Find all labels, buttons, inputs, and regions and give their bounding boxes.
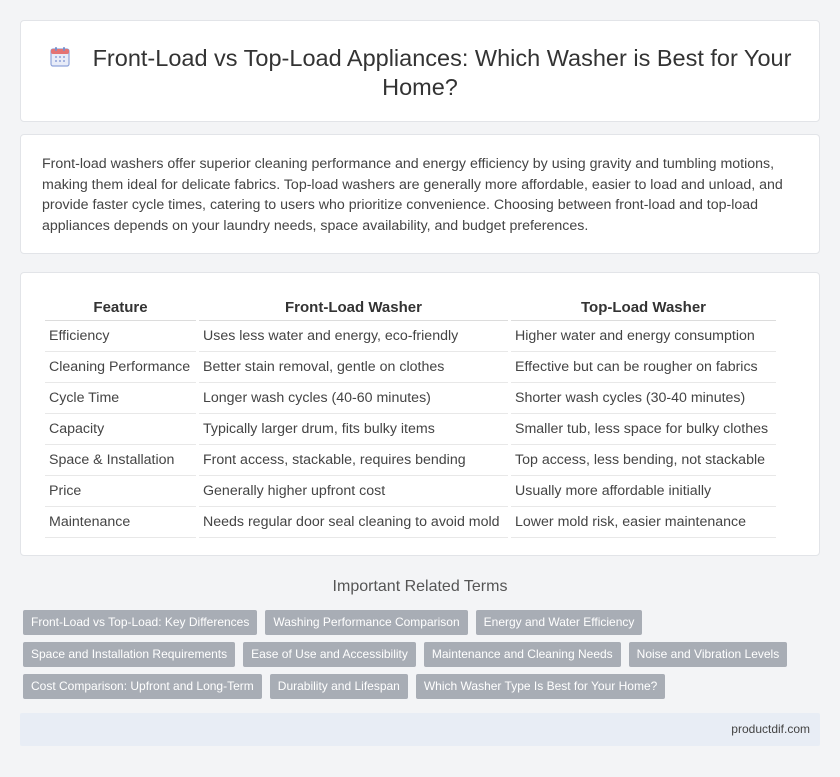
table-row [45, 383, 776, 414]
feature-cell: Efficiency [45, 321, 196, 352]
feature-cell: Space & Installation [45, 445, 196, 476]
top-load-cell: Smaller tub, less space for bulky clothes [511, 414, 776, 445]
calendar-icon [49, 46, 71, 68]
related-tag[interactable]: Noise and Vibration Levels [629, 642, 788, 667]
related-tag[interactable]: Space and Installation Requirements [23, 642, 235, 667]
related-tag[interactable]: Washing Performance Comparison [265, 610, 467, 635]
table-row [45, 476, 776, 507]
front-load-cell: Better stain removal, gentle on clothes [199, 352, 508, 383]
front-load-cell: Longer wash cycles (40-60 minutes) [199, 383, 508, 414]
top-load-cell: Usually more affordable initially [511, 476, 776, 507]
comparison-table [42, 295, 779, 538]
front-load-cell: Front access, stackable, requires bending [199, 445, 508, 476]
related-tag[interactable]: Ease of Use and Accessibility [243, 642, 416, 667]
intro-paragraph: Front-load washers offer superior cleaning performance and energy efficiency by using gravity and tumbling motions, making them ideal for delicate fabrics. Top-load washers are generally more affordable, easier to load and unload, and provide faster cycle times, catering to users who prioritize convenience. Choosing between front-load and top-load appliances depends on your laundry needs, space availability, and budget preferences. [42, 156, 783, 234]
top-load-cell: Higher water and energy consumption [511, 321, 776, 352]
feature-cell: Cleaning Performance [45, 352, 196, 383]
front-load-cell: Generally higher upfront cost [199, 476, 508, 507]
related-tag[interactable]: Durability and Lifespan [270, 674, 408, 699]
table-row [45, 321, 776, 352]
table-header-row [45, 295, 776, 321]
related-tag[interactable]: Which Washer Type Is Best for Your Home? [416, 674, 665, 699]
table-row [45, 507, 776, 538]
related-tags-row [23, 674, 665, 699]
top-load-cell: Effective but can be rougher on fabrics [511, 352, 776, 383]
header-front-load: Front-Load Washer [199, 295, 508, 321]
page-title: Front-Load vs Top-Load Appliances: Which Washer is Best for Your Home? [92, 45, 792, 100]
front-load-cell: Needs regular door seal cleaning to avoid mold [199, 507, 508, 538]
header-feature: Feature [45, 295, 196, 321]
related-tags-row [23, 642, 787, 667]
table-row [45, 445, 776, 476]
top-load-cell: Lower mold risk, easier maintenance [511, 507, 776, 538]
header-top-load: Top-Load Washer [511, 295, 776, 321]
front-load-cell: Uses less water and energy, eco-friendly [199, 321, 508, 352]
comparison-table-card [20, 272, 820, 556]
table-row [45, 414, 776, 445]
related-tag[interactable]: Cost Comparison: Upfront and Long-Term [23, 674, 262, 699]
related-tags-row [23, 610, 642, 635]
footer-bar [20, 713, 820, 746]
feature-cell: Price [45, 476, 196, 507]
related-tag[interactable]: Front-Load vs Top-Load: Key Differences [23, 610, 257, 635]
related-terms-title: Important Related Terms [332, 578, 508, 595]
feature-cell: Cycle Time [45, 383, 196, 414]
front-load-cell: Typically larger drum, fits bulky items [199, 414, 508, 445]
table-row [45, 352, 776, 383]
top-load-cell: Top access, less bending, not stackable [511, 445, 776, 476]
feature-cell: Maintenance [45, 507, 196, 538]
header-card [20, 20, 820, 122]
footer-site-name: productdif.com [731, 722, 810, 736]
feature-cell: Capacity [45, 414, 196, 445]
related-tag[interactable]: Maintenance and Cleaning Needs [424, 642, 621, 667]
related-tag[interactable]: Energy and Water Efficiency [476, 610, 643, 635]
intro-card [20, 134, 820, 254]
top-load-cell: Shorter wash cycles (30-40 minutes) [511, 383, 776, 414]
page-title-wrap [21, 44, 819, 102]
